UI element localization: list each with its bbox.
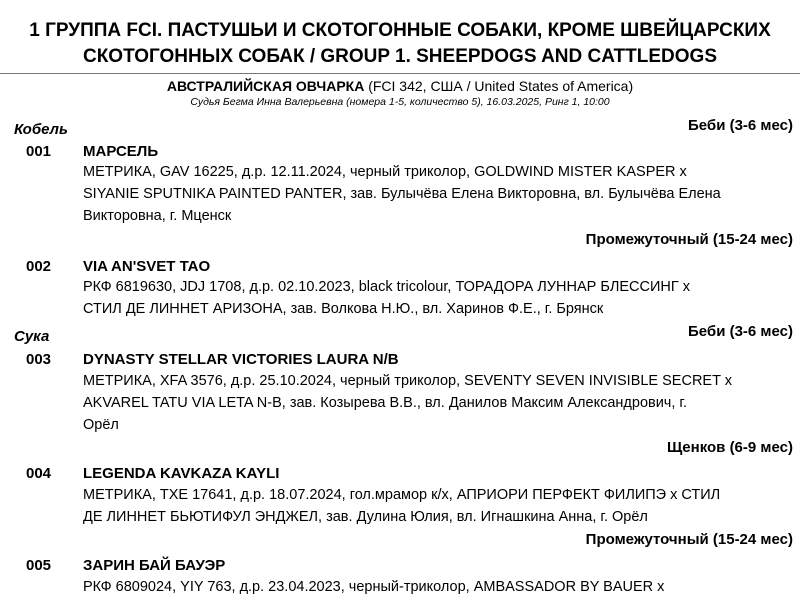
header-divider xyxy=(0,73,800,74)
dog-description xyxy=(83,576,795,598)
section-male: Кобель xyxy=(14,121,68,138)
description-line: Викторовна, г. Мценск xyxy=(83,208,232,224)
entry-number: 005 xyxy=(26,557,52,574)
description-line: Орёл xyxy=(83,417,119,433)
description-line: МЕТРИКА, XFA 3576, д.р. 25.10.2024, черный триколор, SEVENTY SEVEN INVISIBLE SECRET x xyxy=(83,373,732,389)
class-heading-intermediate-male: Промежуточный (15-24 мес) xyxy=(585,231,793,248)
dog-name: ЗАРИН БАЙ БАУЭР xyxy=(83,557,226,574)
dog-description xyxy=(83,276,795,320)
description-line: ДЕ ЛИННЕТ БЬЮТИФУЛ ЭНДЖЕЛ, зав. Дулина Юлия, вл. Игнашкина Анна, г. Орёл xyxy=(83,509,648,525)
dog-name: МАРСЕЛЬ xyxy=(83,143,159,160)
entry-number: 004 xyxy=(26,465,52,482)
description-line: СТИЛ ДЕ ЛИННЕТ АРИЗОНА, зав. Волкова Н.Ю., вл. Харинов Ф.Е., г. Брянск xyxy=(83,301,604,317)
dog-name: LEGENDA KAVKAZA KAYLI xyxy=(83,465,280,482)
description-line: РКФ 6809024, YIY 763, д.р. 23.04.2023, черный-триколор, AMBASSADOR BY BAUER x xyxy=(83,579,665,595)
description-line: РКФ 6819630, JDJ 1708, д.р. 02.10.2023, black tricolour, ТОРАДОРА ЛУННАР БЛЕССИНГ x xyxy=(83,279,690,295)
class-heading-baby-male: Беби (3-6 мес) xyxy=(688,117,793,134)
breed-header xyxy=(0,78,800,95)
class-heading-puppy-female: Щенков (6-9 мес) xyxy=(667,439,793,456)
dog-name: DYNASTY STELLAR VICTORIES LAURA N/B xyxy=(83,351,399,368)
judge-info: Судья Бегма Инна Валерьевна (номера 1-5, количество 5), 16.03.2025, Ринг 1, 10:00 xyxy=(190,96,610,108)
class-heading-baby-female: Беби (3-6 мес) xyxy=(688,323,793,340)
entry-number: 002 xyxy=(26,258,52,275)
section-female: Сука xyxy=(14,328,50,345)
group-title xyxy=(0,18,800,70)
description-line: МЕТРИКА, TXE 17641, д.р. 18.07.2024, гол.мрамор к/х, АПРИОРИ ПЕРФЕКТ ФИЛИПЭ x СТИЛ xyxy=(83,487,721,503)
description-line: SIYANIE SPUTNIKA PAINTED PANTER, зав. Булычёва Елена Викторовна, вл. Булычёва Елена xyxy=(83,186,721,202)
breed-details: (FCI 342, США / United States of America) xyxy=(364,78,634,94)
description-line: МЕТРИКА, GAV 16225, д.р. 12.11.2024, черный триколор, GOLDWIND MISTER KASPER x xyxy=(83,164,687,180)
breed-name: АВСТРАЛИЙСКАЯ ОВЧАРКА xyxy=(166,78,365,94)
dog-description xyxy=(83,161,795,227)
group-title-line-1: 1 ГРУППА FCI. ПАСТУШЬИ И СКОТОГОННЫЕ СОБАКИ, КРОМЕ ШВЕЙЦАРСКИХ xyxy=(29,20,771,41)
dog-description xyxy=(83,484,795,528)
dog-name: VIA AN'SVET TAO xyxy=(83,258,211,275)
entry-number: 003 xyxy=(26,351,52,368)
entry-number: 001 xyxy=(26,143,52,160)
description-line: AKVAREL TATU VIA LETA N-B, зав. Козырева В.В., вл. Данилов Максим Александрович, г. xyxy=(83,395,687,411)
group-title-line-2: СКОТОГОННЫХ СОБАК / GROUP 1. SHEEPDOGS AND CATTLEDOGS xyxy=(82,46,717,67)
dog-description xyxy=(83,370,795,436)
class-heading-intermediate-female: Промежуточный (15-24 мес) xyxy=(585,531,793,548)
